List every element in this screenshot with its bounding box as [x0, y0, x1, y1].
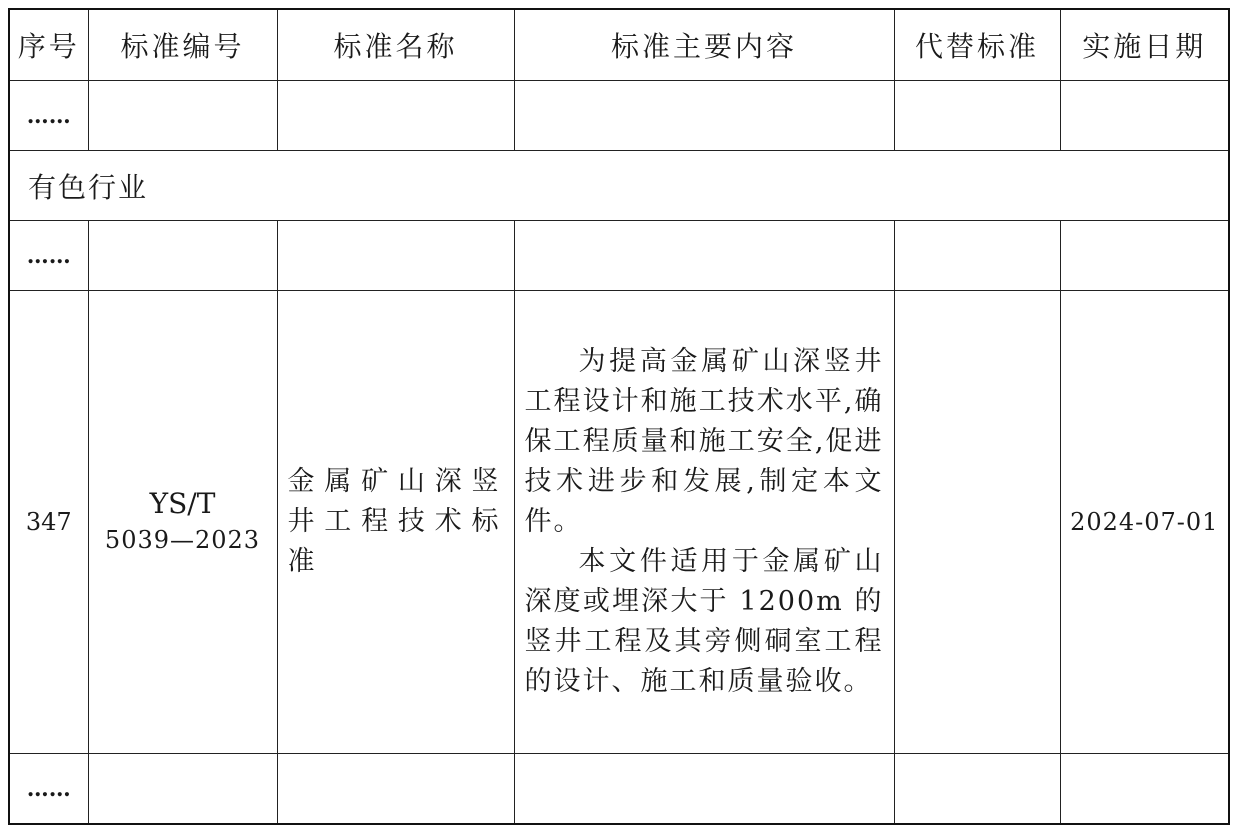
empty-cell: [277, 754, 514, 825]
entry-code-number: 5039—2023: [104, 526, 261, 554]
empty-cell: [1060, 221, 1229, 291]
entry-code-prefix: YS/T: [149, 487, 216, 520]
table-row: [9, 291, 1229, 754]
ellipsis-row-2: [9, 221, 1229, 291]
section-title: 有色行业: [9, 151, 1229, 221]
ellipsis-row-3: [9, 754, 1229, 825]
entry-content-paragraph-1: 为提高金属矿山深竖井工程设计和施工技术水平,确保工程质量和施工安全,促进技术进步和发展,制定本文件。: [524, 346, 884, 537]
ellipsis-cell: ……: [9, 221, 88, 291]
header-content: 标准主要内容: [514, 9, 894, 81]
header-date: 实施日期: [1060, 9, 1229, 81]
standards-table: [8, 8, 1230, 825]
empty-cell: [894, 221, 1060, 291]
entry-code: [88, 291, 277, 754]
empty-cell: [1060, 81, 1229, 151]
ellipsis-row-1: [9, 81, 1229, 151]
entry-replace: [894, 291, 1060, 754]
empty-cell: [88, 81, 277, 151]
empty-cell: [1060, 754, 1229, 825]
entry-content: [514, 291, 894, 754]
header-name: 标准名称: [277, 9, 514, 81]
ellipsis-cell: ……: [9, 81, 88, 151]
empty-cell: [894, 754, 1060, 825]
empty-cell: [277, 81, 514, 151]
ellipsis-cell: ……: [9, 754, 88, 825]
entry-seq: 347: [9, 291, 88, 754]
empty-cell: [514, 754, 894, 825]
header-seq: 序号: [9, 9, 88, 81]
empty-cell: [514, 81, 894, 151]
entry-date: 2024-07-01: [1060, 291, 1229, 754]
section-row: [9, 151, 1229, 221]
header-code: 标准编号: [88, 9, 277, 81]
empty-cell: [88, 754, 277, 825]
entry-content-paragraph-2: 本文件适用于金属矿山深度或埋深大于 1200m 的竖井工程及其旁侧硐室工程的设计、施工和质量验收。: [524, 546, 884, 697]
header-replace: 代替标准: [894, 9, 1060, 81]
empty-cell: [88, 221, 277, 291]
empty-cell: [514, 221, 894, 291]
entry-name: 金属矿山深竖井工程技术标准: [277, 291, 514, 754]
header-row: [9, 9, 1229, 81]
empty-cell: [894, 81, 1060, 151]
empty-cell: [277, 221, 514, 291]
